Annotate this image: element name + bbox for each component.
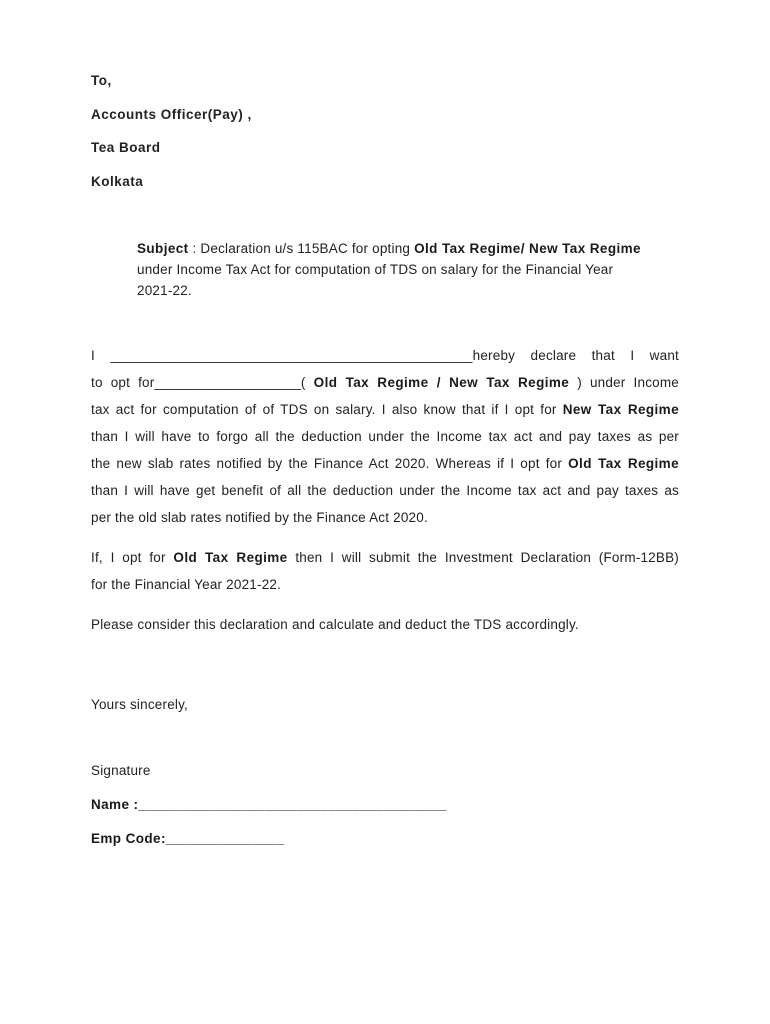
declaration-line-5 <box>91 450 679 477</box>
declaration-line-2 <box>91 369 679 396</box>
option-old-regime: Old Tax Regime <box>313 375 429 390</box>
declaration-line-5-text: the new slab rates notified by the Finance Act 2020. Whereas if I opt for <box>91 456 569 471</box>
declaration-hereby: hereby declare that I want <box>472 348 679 363</box>
employee-name-blank: _______________________________________________ <box>110 348 473 363</box>
declaration-line-3-text: tax act for computation of of TDS on salary. I also know that if I opt for <box>91 402 563 417</box>
declaration-line-3 <box>91 396 679 423</box>
address-city: Kolkata <box>91 174 144 189</box>
declaration-line-4: than I will have to forgo all the deduction under the Income tax act and pay taxes as per <box>91 429 679 444</box>
emp-code-field: Emp Code:_______________ <box>91 831 285 846</box>
declaration-i: I <box>91 348 111 363</box>
declaration-new-regime: New Tax Regime <box>562 402 679 417</box>
option-new-regime: New Tax Regime <box>449 375 570 390</box>
declaration-line-6: than I will have get benefit of all the deduction under the Income tax act and pay taxes as <box>91 483 679 498</box>
option-slash: / <box>428 375 450 390</box>
opt-for-text: to opt for <box>91 375 155 390</box>
investment-old-regime: Old Tax Regime <box>173 550 288 565</box>
address-to: To, <box>91 73 112 88</box>
subject-new-regime: New Tax Regime <box>529 241 641 256</box>
declaration-old-regime: Old Tax Regime <box>568 456 679 471</box>
under-income: ) under Income <box>569 375 680 390</box>
subject-block <box>137 238 685 301</box>
subject-label: Subject <box>137 241 189 256</box>
regime-choice-blank: ___________________ <box>154 375 301 390</box>
investment-paragraph <box>91 544 679 598</box>
declaration-paragraph <box>91 342 679 531</box>
investment-form: then I will submit the Investment Declaration (Form-12BB) <box>287 550 679 565</box>
investment-line-2: for the Financial Year 2021-22. <box>91 577 282 592</box>
investment-if: If, I opt for <box>91 550 174 565</box>
declaration-line-1 <box>91 342 679 369</box>
address-organization: Tea Board <box>91 140 161 155</box>
subject-text-1: : Declaration u/s 115BAC for opting <box>188 241 415 256</box>
paren-open: ( <box>300 375 314 390</box>
signature-label: Signature <box>91 763 151 778</box>
declaration-line-7: per the old slab rates notified by the Finance Act 2020. <box>91 510 428 525</box>
subject-text-2: under Income Tax Act for computation of TDS on salary for the Financial Year <box>137 262 614 277</box>
address-recipient: Accounts Officer(Pay) , <box>91 107 252 122</box>
subject-text-3: 2021-22. <box>137 283 192 298</box>
investment-line-1 <box>91 544 679 571</box>
request-text: Please consider this declaration and calculate and deduct the TDS accordingly. <box>91 617 579 632</box>
subject-old-regime: Old Tax Regime <box>414 241 521 256</box>
closing-text: Yours sincerely, <box>91 697 188 712</box>
subject-slash: / <box>520 241 530 256</box>
name-field: Name :_______________________________________ <box>91 797 447 812</box>
